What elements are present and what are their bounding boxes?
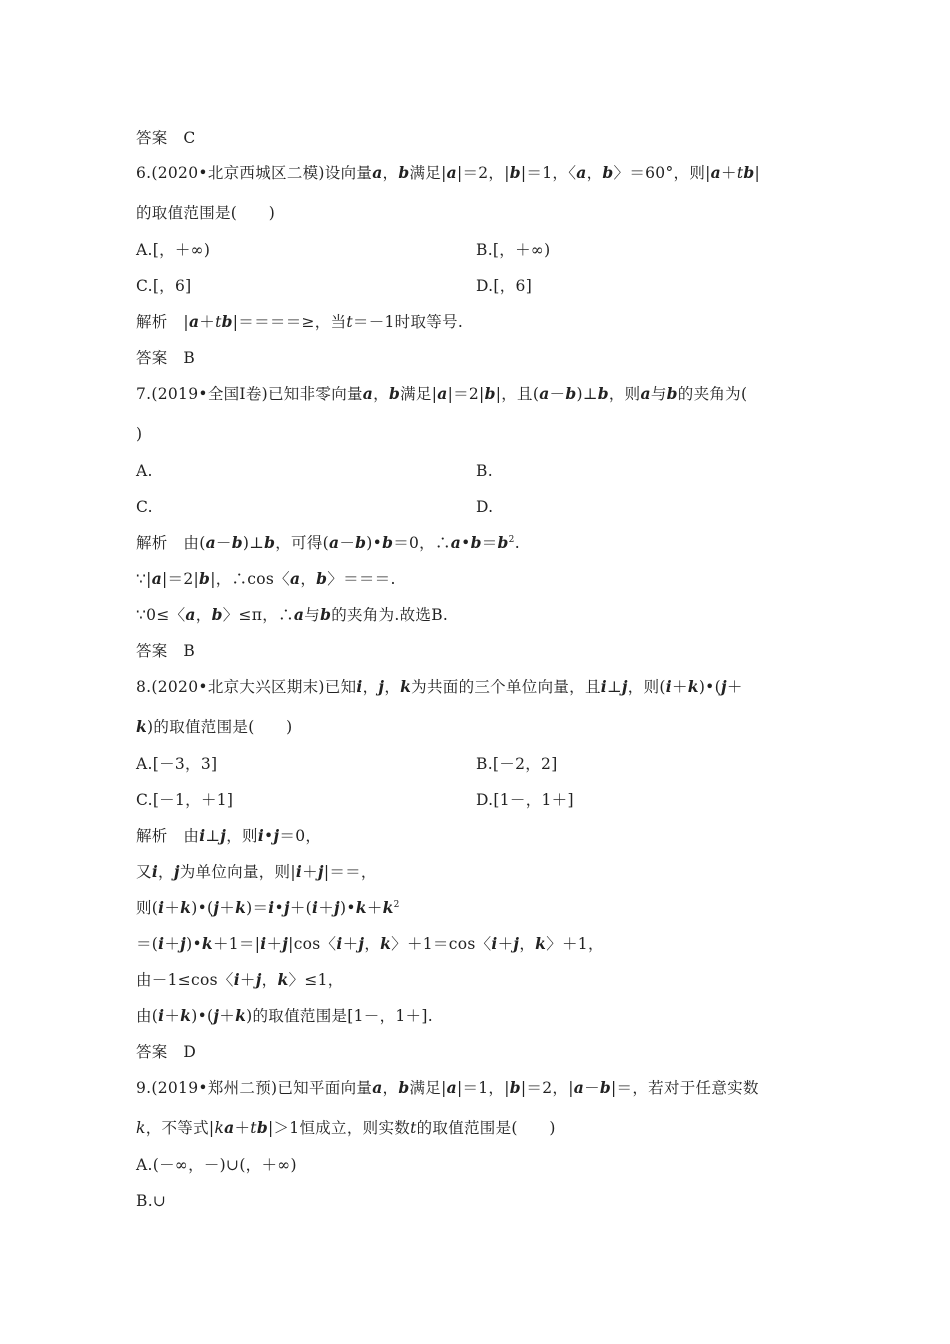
solution-8-line-1: 解析 由i⊥j，则i•j＝0， [136,826,322,845]
answer-5: 答案 C [136,129,196,147]
solution-7-line-3: ∵0≤〈a，b〉≤π，∴a与b的夹角为.故选B. [136,605,449,624]
solution-8-line-4: ＝(i＋j)•k＋1＝|i＋j|cos〈i＋j，k〉＋1＝cos〈i＋j，k〉＋1， [136,934,604,953]
question-6-option-d: D.[，6] [476,277,533,295]
question-6-stem: 6.(2020•北京西城区二模)设向量a，b满足|a|＝2，|b|＝1，〈a，b〉＝60°，则|a＋tb| [136,163,761,182]
question-6-option-b: B.[，＋∞) [476,241,551,259]
solution-7-line-1: 解析 由(a－b)⊥b，可得(a－b)•b＝0，$\therefore a•b=b^2$. [136,533,520,552]
question-6-option-c: C.[，6] [136,277,192,295]
answer-8: 答案 D [136,1043,197,1061]
question-9-stem-cont: k，不等式|ka＋tb|＞1恒成立，则实数t的取值范围是( ) [136,1118,556,1137]
question-6-option-a: A.[，＋∞) [136,241,211,259]
question-8-stem: 8.(2020•北京大兴区期末)已知i，j，k为共面的三个单位向量，且i⊥j，则(i＋k)•(j＋ [136,677,743,696]
question-7-stem: 7.(2019•全国Ⅰ卷)已知非零向量a，b满足|a|＝2|b|，且(a－b)⊥b，则a与b的夹角为( [136,384,748,403]
solution-8-line-5: 由－1≤cos〈i＋j，k〉≤1， [136,970,344,989]
question-7-option-a: A. [136,462,153,480]
question-9-stem: 9.(2019•郑州二预)已知平面向量a，b满足|a|＝1，|b|＝2，|a－b|＝，若对于任意实数 [136,1078,759,1097]
question-8-option-a: A.[－3，3] [136,755,218,773]
solution-7-line-2: ∵|a|＝2|b|，∴cos〈a，b〉＝＝＝. [136,569,396,588]
solution-8-line-2: 又i，j为单位向量，则|i＋j|＝＝， [136,862,377,881]
solution-8-line-3: 则$(i+k)•(j+k)=i•j+(i+j)•k+k^2$ [136,898,400,917]
question-9-option-a: A.(－∞，－)∪(，＋∞) [136,1156,297,1174]
answer-7: 答案 B [136,642,196,660]
question-7-stem-cont: ) [136,425,143,443]
question-7-option-b: B. [476,462,493,480]
solution-8-line-6: 由(i＋k)•(j＋k)的取值范围是[1－，1＋]. [136,1006,433,1025]
question-8-option-d: D.[1－，1＋] [476,791,574,809]
question-8-stem-cont: k)的取值范围是( ) [136,717,293,736]
question-8-option-b: B.[－2，2] [476,755,558,773]
question-6-stem-cont: 的取值范围是( ) [136,204,276,222]
answer-6: 答案 B [136,349,196,367]
solution-6: 解析 |a＋tb|＝＝＝＝≥，当t＝－1时取等号. [136,312,464,331]
question-7-option-c: C. [136,498,153,516]
question-9-option-b: B.∪ [136,1192,167,1210]
question-7-option-d: D. [476,498,494,516]
question-8-option-c: C.[－1，＋1] [136,791,234,809]
